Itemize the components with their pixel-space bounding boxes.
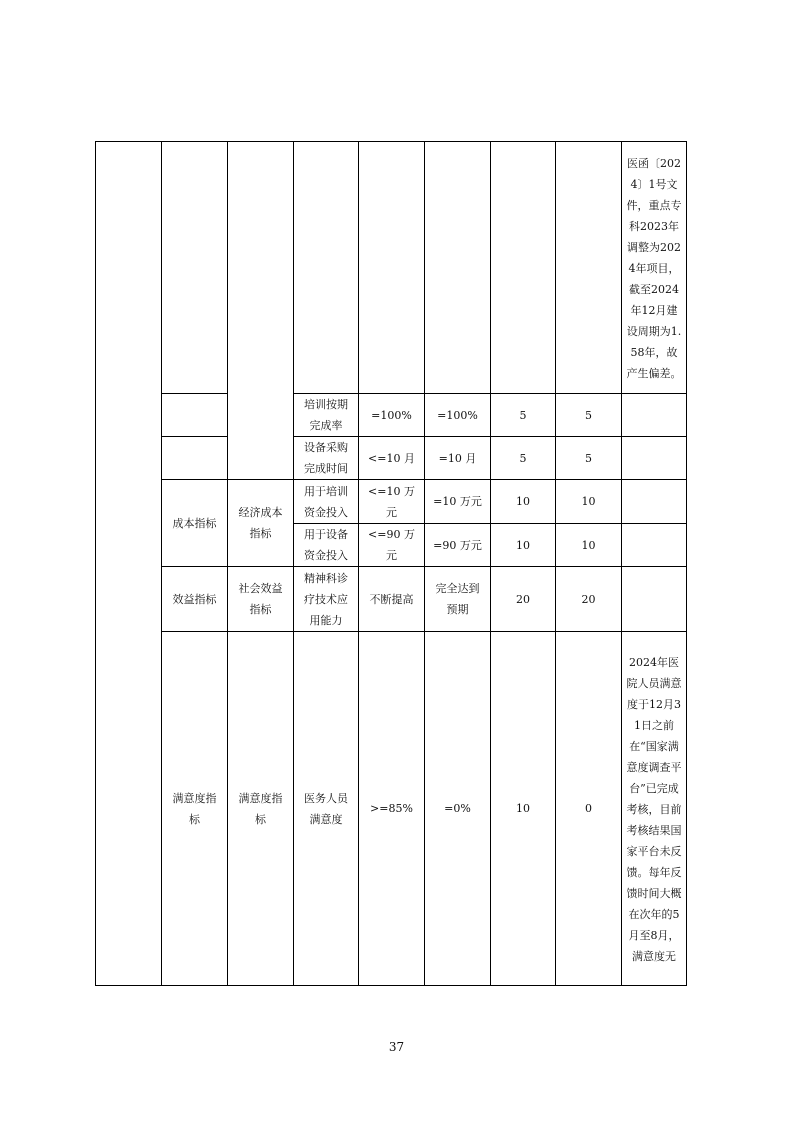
target-value: =100% xyxy=(371,408,412,422)
indicator-name: 培训按期完成率 xyxy=(304,398,348,432)
level1-indicator: 成本指标 xyxy=(172,516,217,530)
weight-cell xyxy=(491,524,556,567)
note-cell xyxy=(622,524,687,567)
actual-cell xyxy=(425,480,491,524)
deviation-note: 医函〔2024〕1号文件，重点专科2023年调整为2024年项目，截至2024年12月建设周期为1.58年，故产生偏差。 xyxy=(626,157,682,380)
level2-indicator-cell xyxy=(228,632,294,986)
actual-value: =0% xyxy=(444,802,471,815)
score-value: 5 xyxy=(585,408,592,422)
level2-indicator-cell xyxy=(228,480,294,567)
indicator-cell xyxy=(294,524,359,567)
weight-cell xyxy=(491,394,556,437)
target-cell xyxy=(359,524,425,567)
actual-value: =10 月 xyxy=(438,451,477,465)
score-value: 10 xyxy=(581,495,596,508)
target-value: >=85% xyxy=(370,802,413,815)
weight-cell xyxy=(491,632,556,986)
indicator-cell xyxy=(294,437,359,480)
note-cell xyxy=(622,394,687,437)
empty-cell xyxy=(162,394,228,437)
level1-indicator-cell xyxy=(162,632,228,986)
page-number: 37 xyxy=(388,1040,405,1054)
level1-indicator: 满意度指标 xyxy=(172,791,217,826)
table-row xyxy=(96,567,687,632)
indicator-name: 精神科诊疗技术应用能力 xyxy=(304,571,348,627)
weight-value: 20 xyxy=(516,592,530,606)
indicator-cell xyxy=(294,632,359,986)
indicator-name: 医务人员满意度 xyxy=(304,791,348,826)
score-cell xyxy=(556,437,622,480)
performance-indicator-table xyxy=(95,141,687,986)
level2-indicator: 经济成本指标 xyxy=(238,506,283,540)
indicator-cell xyxy=(294,480,359,524)
table-row xyxy=(96,480,687,524)
actual-cell xyxy=(425,632,491,986)
indicator-name: 用于培训资金投入 xyxy=(304,484,348,519)
target-value: 不断提高 xyxy=(369,592,414,606)
table-row xyxy=(96,437,687,480)
target-cell xyxy=(359,567,425,632)
table-row xyxy=(96,394,687,437)
deviation-note-cell xyxy=(622,632,687,986)
level1-indicator-cell xyxy=(162,567,228,632)
empty-cell xyxy=(162,142,228,394)
actual-value: =100% xyxy=(437,408,478,422)
indicator-cell xyxy=(294,394,359,437)
score-cell xyxy=(556,394,622,437)
table-row xyxy=(96,142,687,394)
target-value: <=10 月 xyxy=(368,451,415,465)
deviation-note-cell xyxy=(622,142,687,394)
actual-value: =10 万元 xyxy=(433,495,482,508)
note-cell xyxy=(622,437,687,480)
indicator-name: 用于设备资金投入 xyxy=(304,528,348,562)
target-value: <=10 万元 xyxy=(368,484,415,519)
target-cell xyxy=(359,480,425,524)
actual-cell xyxy=(425,394,491,437)
empty-cell xyxy=(162,437,228,480)
empty-cell xyxy=(359,142,425,394)
level2-indicator: 满意度指标 xyxy=(238,791,283,826)
target-cell xyxy=(359,394,425,437)
empty-cell xyxy=(425,142,491,394)
level1-indicator: 效益指标 xyxy=(172,592,217,606)
level1-indicator-cell xyxy=(162,480,228,567)
weight-value: 5 xyxy=(519,408,527,422)
note-cell xyxy=(622,480,687,524)
weight-value: 5 xyxy=(519,451,527,465)
weight-value: 10 xyxy=(516,495,530,508)
score-cell xyxy=(556,567,622,632)
weight-cell xyxy=(491,567,556,632)
actual-value: 完全达到预期 xyxy=(435,582,480,616)
actual-cell xyxy=(425,567,491,632)
empty-cell xyxy=(96,142,162,986)
empty-cell xyxy=(491,142,556,394)
weight-cell xyxy=(491,480,556,524)
actual-value: =90 万元 xyxy=(433,538,482,552)
level2-indicator: 社会效益指标 xyxy=(238,582,283,616)
score-cell xyxy=(556,524,622,567)
target-cell xyxy=(359,437,425,480)
deviation-note: 2024年医院人员满意度于12月31日之前在“国家满意度调查平台”已完成考核，目前考核结果国家平台未反馈。每年反馈时间大概在次年的5月至8月，满意度无 xyxy=(626,656,682,963)
level2-indicator-cell xyxy=(228,567,294,632)
actual-cell xyxy=(425,437,491,480)
empty-cell xyxy=(294,142,359,394)
weight-value: 10 xyxy=(516,802,530,815)
weight-cell xyxy=(491,437,556,480)
score-value: 10 xyxy=(581,538,596,552)
score-cell xyxy=(556,480,622,524)
target-cell xyxy=(359,632,425,986)
table-row xyxy=(96,632,687,986)
score-value: 0 xyxy=(585,802,592,815)
empty-cell xyxy=(228,142,294,480)
indicator-cell xyxy=(294,567,359,632)
score-value: 20 xyxy=(581,592,596,606)
target-value: <=90 万元 xyxy=(368,528,415,562)
empty-cell xyxy=(556,142,622,394)
indicator-name: 设备采购完成时间 xyxy=(304,441,348,475)
score-cell xyxy=(556,632,622,986)
score-value: 5 xyxy=(585,451,592,465)
weight-value: 10 xyxy=(516,538,530,552)
actual-cell xyxy=(425,524,491,567)
note-cell xyxy=(622,567,687,632)
